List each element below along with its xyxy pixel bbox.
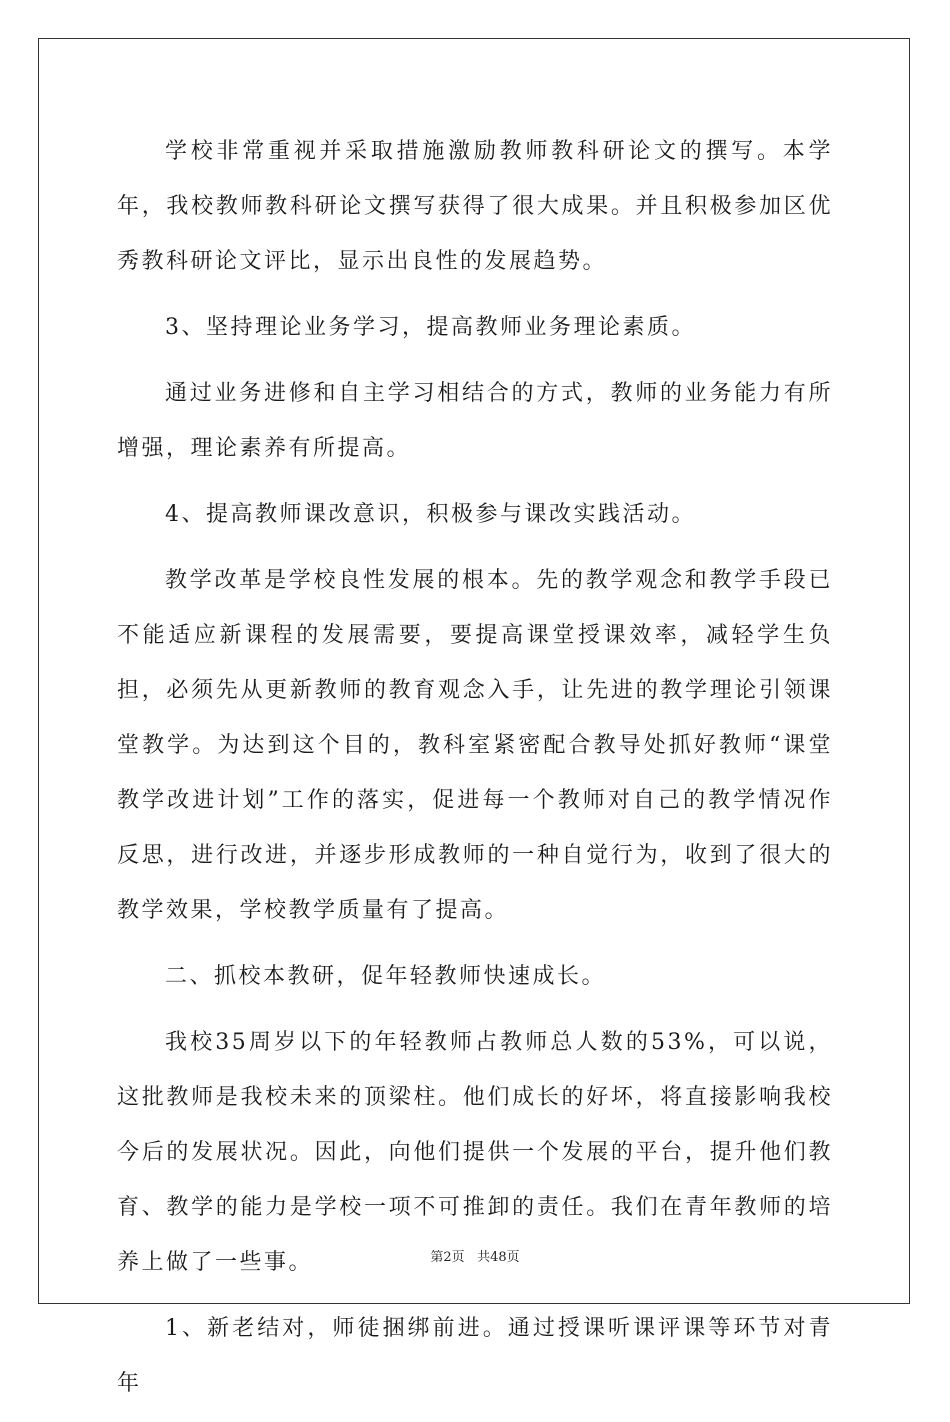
page-total: 共48页 bbox=[477, 1250, 520, 1265]
paragraph: 二、抓校本教研，促年轻教师快速成长。 bbox=[165, 964, 607, 989]
page-footer bbox=[0, 1246, 950, 1265]
document-body bbox=[117, 124, 833, 1422]
paragraph: 1、新老结对，师徒捆绑前进。通过授课听课评课等环节对青年 bbox=[117, 1316, 833, 1396]
paragraph: 4、提高教师课改意识，积极参与课改实践活动。 bbox=[165, 502, 696, 527]
paragraph: 学校非常重视并采取措施激励教师教科研论文的撰写。本学年，我校教师教科研论文撰写获得了很大成果。并且积极参加区优秀教科研论文评比，显示出良性的发展趋势。 bbox=[117, 139, 833, 274]
paragraph: 通过业务进修和自主学习相结合的方式，教师的业务能力有所增强，理论素养有所提高。 bbox=[117, 381, 833, 461]
page-number: 第2页 bbox=[430, 1250, 465, 1265]
paragraph: 教学改革是学校良性发展的根本。先的教学观念和教学手段已不能适应新课程的发展需要，要提高课堂授课效率，减轻学生负担，必须先从更新教师的教育观念入手，让先进的教学理论引领课堂教学。为达到这个目的，教科室紧密配合教导处抓好教师“课堂教学改进计划”工作的落实，促进每一个教师对自己的教学情况作反思，进行改进，并逐步形成教师的一种自觉行为，收到了很大的教学效果，学校教学质量有了提高。 bbox=[117, 568, 833, 923]
paragraph: 我校35周岁以下的年轻教师占教师总人数的53%，可以说，这批教师是我校未来的顶梁柱。他们成长的好坏，将直接影响我校今后的发展状况。因此，向他们提供一个发展的平台，提升他们教育、教学的能力是学校一项不可推卸的责任。我们在青年教师的培养上做了一些事。 bbox=[117, 1030, 833, 1275]
paragraph: 3、坚持理论业务学习，提高教师业务理论素质。 bbox=[165, 315, 696, 340]
